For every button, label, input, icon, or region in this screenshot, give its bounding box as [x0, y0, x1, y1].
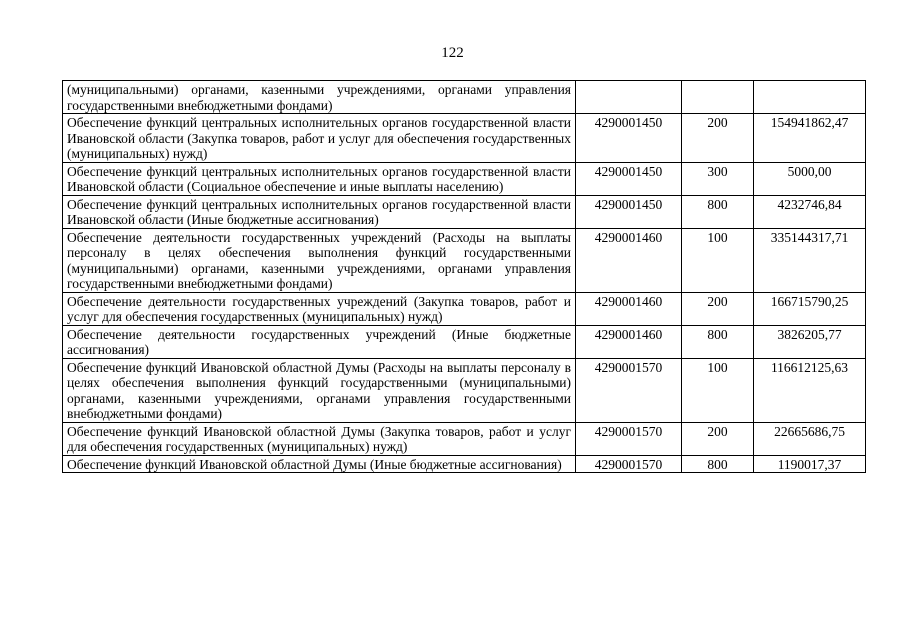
amount-cell: 116612125,63	[754, 358, 866, 422]
target-code-cell: 4290001450	[576, 195, 682, 228]
amount-cell: 154941862,47	[754, 114, 866, 163]
expense-name-cell: Обеспечение деятельности государственных учреждений (Иные бюджетные ассигнования)	[63, 325, 576, 358]
target-code-cell: 4290001450	[576, 114, 682, 163]
table-row	[63, 195, 866, 228]
amount-cell: 1190017,37	[754, 455, 866, 473]
expense-type-cell: 300	[682, 162, 754, 195]
expense-name-cell: Обеспечение функций Ивановской областной Думы (Расходы на выплаты персоналу в целях обеспечения выполнения функций государственными (муниципальными) органами, казенными учреждениями, органами управления государственными внебюджетными фондами)	[63, 358, 576, 422]
table-row	[63, 114, 866, 163]
table-row	[63, 422, 866, 455]
expense-type-cell: 200	[682, 114, 754, 163]
target-code-cell: 4290001460	[576, 228, 682, 292]
table-row	[63, 325, 866, 358]
expense-type-cell: 200	[682, 422, 754, 455]
budget-table-body	[63, 81, 866, 473]
expense-name-cell: Обеспечение функций центральных исполнительных органов государственной власти Ивановской области (Социальное обеспечение и иные выплаты населению)	[63, 162, 576, 195]
table-row	[63, 358, 866, 422]
table-row	[63, 162, 866, 195]
target-code-cell: 4290001460	[576, 325, 682, 358]
expense-type-cell: 800	[682, 195, 754, 228]
table-row	[63, 81, 866, 114]
amount-cell: 5000,00	[754, 162, 866, 195]
amount-cell: 4232746,84	[754, 195, 866, 228]
expense-type-cell: 200	[682, 292, 754, 325]
amount-cell: 335144317,71	[754, 228, 866, 292]
expense-type-cell	[682, 81, 754, 114]
expense-name-cell: Обеспечение функций Ивановской областной Думы (Закупка товаров, работ и услуг для обеспечения государственных (муниципальных) нужд)	[63, 422, 576, 455]
expense-name-cell: Обеспечение деятельности государственных учреждений (Закупка товаров, работ и услуг для обеспечения государственных (муниципальных) нужд)	[63, 292, 576, 325]
table-row	[63, 455, 866, 473]
amount-cell: 22665686,75	[754, 422, 866, 455]
target-code-cell: 4290001570	[576, 455, 682, 473]
expense-name-cell: Обеспечение функций центральных исполнительных органов государственной власти Ивановской области (Иные бюджетные ассигнования)	[63, 195, 576, 228]
table-row	[63, 228, 866, 292]
table-row	[63, 292, 866, 325]
target-code-cell	[576, 81, 682, 114]
expense-name-cell: Обеспечение деятельности государственных учреждений (Расходы на выплаты персоналу в целях обеспечения выполнения функций государственными (муниципальными) органами, казенными учреждениями, органами управления государственными внебюджетными фондами)	[63, 228, 576, 292]
budget-table	[62, 80, 866, 473]
target-code-cell: 4290001450	[576, 162, 682, 195]
target-code-cell: 4290001570	[576, 422, 682, 455]
page-number: 122	[441, 45, 464, 61]
expense-name-cell: Обеспечение функций центральных исполнительных органов государственной власти Ивановской области (Закупка товаров, работ и услуг для обеспечения государственных (муниципальных) нужд)	[63, 114, 576, 163]
expense-name-cell: (муниципальными) органами, казенными учреждениями, органами управления государственными внебюджетными фондами)	[63, 81, 576, 114]
amount-cell: 3826205,77	[754, 325, 866, 358]
expense-type-cell: 100	[682, 358, 754, 422]
expense-name-cell: Обеспечение функций Ивановской областной Думы (Иные бюджетные ассигнования)	[63, 455, 576, 473]
amount-cell: 166715790,25	[754, 292, 866, 325]
amount-cell	[754, 81, 866, 114]
expense-type-cell: 100	[682, 228, 754, 292]
target-code-cell: 4290001460	[576, 292, 682, 325]
expense-type-cell: 800	[682, 455, 754, 473]
target-code-cell: 4290001570	[576, 358, 682, 422]
expense-type-cell: 800	[682, 325, 754, 358]
